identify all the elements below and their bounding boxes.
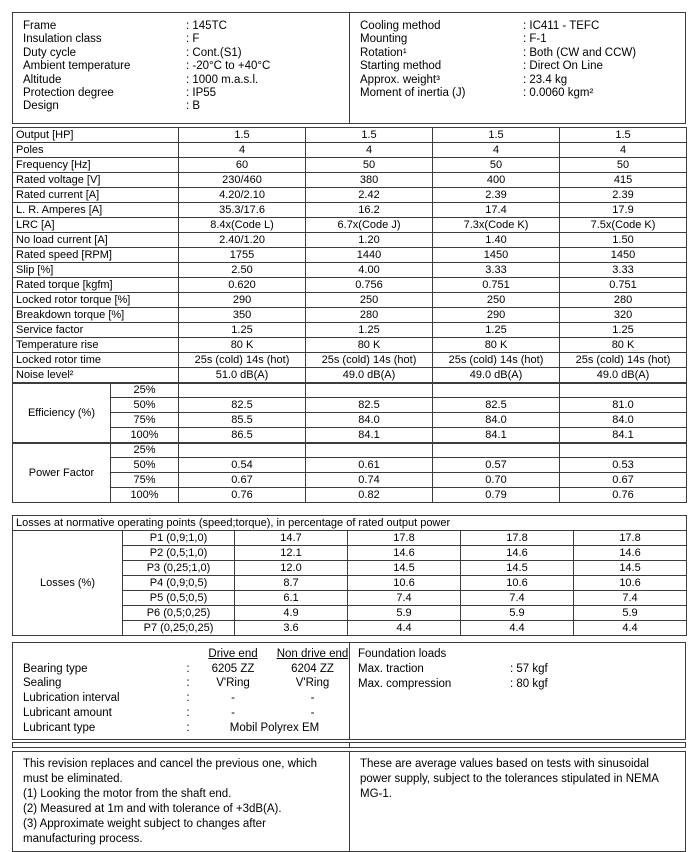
foundation-title: Foundation loads	[358, 648, 447, 660]
value-cell: 82.5	[179, 398, 306, 413]
value-cell: 50	[433, 158, 560, 173]
loss-point-cell: P4 (0,9;0,5)	[123, 576, 235, 591]
efficiency-label: Efficiency (%)	[13, 383, 111, 443]
row-label: L. R. Amperes [A]	[13, 203, 179, 218]
value-cell: 4.4	[461, 621, 574, 636]
notes-left	[13, 752, 349, 851]
spec-label: Approx. weight³	[360, 73, 440, 86]
row-label: No load current [A]	[13, 233, 179, 248]
losses-table	[12, 515, 687, 636]
notes-box	[12, 751, 686, 852]
efficiency-row	[13, 413, 687, 428]
value-cell: 1.40	[433, 233, 560, 248]
value-cell: 250	[306, 293, 433, 308]
spec-row	[23, 60, 345, 73]
spec-label: Rotation¹	[360, 46, 407, 59]
value-cell: 0.61	[306, 458, 433, 473]
load-cell: 50%	[111, 398, 179, 413]
bearing-value: -	[310, 692, 315, 705]
spec-value: : -20°C to +40°C	[186, 60, 271, 73]
load-cell: 25%	[111, 443, 179, 458]
value-cell: 49.0 dB(A)	[433, 368, 560, 383]
bearing-table	[23, 647, 354, 736]
bearing-row	[23, 706, 354, 721]
separator-strip	[12, 742, 686, 748]
value-cell: 49.0 dB(A)	[560, 368, 687, 383]
value-cell: 1.25	[306, 323, 433, 338]
value-cell: 16.2	[306, 203, 433, 218]
row-label: Rated speed [RPM]	[13, 248, 179, 263]
spec-label: Ambient temperature	[23, 60, 131, 73]
value-cell: 1.25	[560, 323, 687, 338]
value-cell: 25s (cold) 14s (hot)	[433, 353, 560, 368]
bearing-row	[23, 691, 354, 706]
spec-value: : 23.4 kg	[523, 73, 568, 86]
value-cell: 84.0	[560, 413, 687, 428]
value-cell: 1.5	[560, 128, 687, 143]
loss-point-cell: P1 (0,9;1,0)	[123, 531, 235, 546]
value-cell: 0.82	[306, 488, 433, 503]
value-cell: 17.4	[433, 203, 560, 218]
value-cell: 80 K	[560, 338, 687, 353]
bearing-row-label: Lubrication interval	[23, 692, 120, 705]
bearing-row	[23, 721, 354, 736]
value-cell: 14.6	[348, 546, 461, 561]
value-cell: 0.57	[433, 458, 560, 473]
spec-value: : Direct On Line	[523, 60, 603, 73]
value-cell: 17.8	[574, 531, 687, 546]
value-cell	[179, 443, 306, 458]
value-cell: 0.751	[433, 278, 560, 293]
value-cell: 4	[179, 143, 306, 158]
value-cell: 4.9	[235, 606, 348, 621]
value-cell: 0.756	[306, 278, 433, 293]
ratings-row	[13, 338, 687, 353]
value-cell: 84.0	[306, 413, 433, 428]
value-cell: 1.25	[179, 323, 306, 338]
bearing-foundation-box	[12, 642, 686, 740]
value-cell: 1755	[179, 248, 306, 263]
value-cell: 4.00	[306, 263, 433, 278]
value-cell: 4.20/2.10	[179, 188, 306, 203]
value-cell: 400	[433, 173, 560, 188]
datasheet-page	[12, 12, 686, 852]
ratings-row	[13, 203, 687, 218]
spec-label: Frame	[23, 20, 57, 32]
value-cell: 49.0 dB(A)	[306, 368, 433, 383]
value-cell: 0.74	[306, 473, 433, 488]
losses-label: Losses (%)	[13, 531, 123, 636]
spec-label: Moment of inertia (J)	[360, 87, 466, 100]
spec-row	[360, 74, 681, 87]
load-cell: 100%	[111, 488, 179, 503]
separator-left	[13, 743, 349, 747]
value-cell: 81.0	[560, 398, 687, 413]
foundation-label: Max. traction	[358, 663, 424, 675]
ratings-row	[13, 278, 687, 293]
value-cell: 80 K	[306, 338, 433, 353]
value-cell: 1.25	[433, 323, 560, 338]
spec-row	[23, 47, 345, 60]
value-cell: 1.5	[306, 128, 433, 143]
ratings-row	[13, 143, 687, 158]
value-cell: 7.4	[574, 591, 687, 606]
value-cell: 35.3/17.6	[179, 203, 306, 218]
value-cell: 0.79	[433, 488, 560, 503]
value-cell: 350	[179, 308, 306, 323]
spec-row	[23, 100, 345, 113]
value-cell: 0.76	[560, 488, 687, 503]
ratings-table	[12, 127, 687, 503]
load-cell: 25%	[111, 383, 179, 398]
spec-label: Cooling method	[360, 20, 441, 32]
value-cell: 380	[306, 173, 433, 188]
power-factor-row	[13, 473, 687, 488]
bearing-value: -	[310, 707, 315, 720]
value-cell: 84.0	[433, 413, 560, 428]
bearing-row	[23, 662, 354, 677]
spec-value: : 1000 m.a.s.l.	[186, 73, 259, 86]
value-cell: 0.54	[179, 458, 306, 473]
value-cell: 5.9	[461, 606, 574, 621]
value-cell: 80 K	[179, 338, 306, 353]
foundation-section	[349, 643, 685, 739]
value-cell: 1.5	[179, 128, 306, 143]
foundation-row	[358, 662, 681, 677]
loss-point-cell: P6 (0,5;0,25)	[123, 606, 235, 621]
value-cell: 14.7	[235, 531, 348, 546]
spec-value: : F	[186, 33, 200, 46]
value-cell: 84.1	[433, 428, 560, 443]
bearing-value: V'Ring	[216, 677, 250, 690]
value-cell: 0.620	[179, 278, 306, 293]
value-cell: 4	[560, 143, 687, 158]
value-cell: 1.20	[306, 233, 433, 248]
spec-row	[23, 74, 345, 87]
value-cell: 12.0	[235, 561, 348, 576]
spec-row	[360, 87, 681, 100]
value-cell: 4.4	[348, 621, 461, 636]
bearing-row-label: Lubricant amount	[23, 707, 112, 720]
spec-label: Design	[23, 100, 59, 113]
bearing-row	[23, 677, 354, 692]
colon-cell: :	[186, 677, 190, 690]
row-label: Output [HP]	[13, 128, 179, 143]
value-cell: 280	[560, 293, 687, 308]
value-cell: 7.3x(Code K)	[433, 218, 560, 233]
foundation-label: Max. compression	[358, 678, 452, 690]
bearing-value: -	[231, 707, 235, 720]
value-cell: 82.5	[433, 398, 560, 413]
efficiency-row	[13, 428, 687, 443]
value-cell: 10.6	[574, 576, 687, 591]
value-cell: 0.751	[560, 278, 687, 293]
spec-label: Protection degree	[23, 87, 114, 100]
ratings-row	[13, 248, 687, 263]
spec-value: : IP55	[186, 87, 217, 100]
spec-label: Insulation class	[23, 33, 102, 46]
load-cell: 75%	[111, 473, 179, 488]
separator-right	[349, 743, 685, 747]
ratings-row	[13, 233, 687, 248]
power-factor-label: Power Factor	[13, 443, 111, 503]
value-cell: 14.5	[574, 561, 687, 576]
colon-cell: :	[186, 721, 190, 734]
value-cell: 0.53	[560, 458, 687, 473]
row-label: Noise level²	[13, 368, 179, 383]
spec-label: Altitude	[23, 73, 62, 86]
value-cell	[179, 383, 306, 398]
bearing-value: 6205 ZZ	[211, 662, 255, 675]
value-cell: 82.5	[306, 398, 433, 413]
value-cell: 51.0 dB(A)	[179, 368, 306, 383]
spec-label: Mounting	[360, 33, 408, 46]
bearing-header-row	[23, 647, 354, 662]
value-cell: 17.8	[461, 531, 574, 546]
notes-right	[349, 752, 685, 851]
colon-cell: :	[186, 662, 190, 675]
value-cell: 10.6	[461, 576, 574, 591]
losses-title-row	[13, 516, 687, 531]
row-label: Service factor	[13, 323, 179, 338]
value-cell: 1440	[306, 248, 433, 263]
value-cell: 12.1	[235, 546, 348, 561]
foundation-value: : 57 kgf	[510, 663, 548, 675]
row-label: Breakdown torque [%]	[13, 308, 179, 323]
loss-point-cell: P2 (0,5;1,0)	[123, 546, 235, 561]
row-label: Rated voltage [V]	[13, 173, 179, 188]
value-cell: 1450	[433, 248, 560, 263]
value-cell: 8.4x(Code L)	[179, 218, 306, 233]
spec-row	[360, 47, 681, 60]
row-label: LRC [A]	[13, 218, 179, 233]
value-cell: 80 K	[433, 338, 560, 353]
foundation-row	[358, 677, 681, 692]
spec-row	[23, 33, 345, 46]
value-cell: 230/460	[179, 173, 306, 188]
value-cell: 4.4	[574, 621, 687, 636]
value-cell: 84.1	[560, 428, 687, 443]
value-cell: 2.50	[179, 263, 306, 278]
row-label: Frequency [Hz]	[13, 158, 179, 173]
value-cell: 17.9	[560, 203, 687, 218]
value-cell: 5.9	[348, 606, 461, 621]
row-label: Poles	[13, 143, 179, 158]
spec-row	[23, 20, 345, 33]
value-cell: 4	[306, 143, 433, 158]
value-cell: 25s (cold) 14s (hot)	[560, 353, 687, 368]
efficiency-row	[13, 383, 687, 398]
ratings-row	[13, 128, 687, 143]
spec-value: : IC411 - TEFC	[523, 20, 600, 32]
efficiency-row	[13, 398, 687, 413]
spec-value: : 145TC	[186, 20, 227, 32]
value-cell	[560, 383, 687, 398]
value-cell: 5.9	[574, 606, 687, 621]
bearing-row-label: Lubricant type	[23, 721, 96, 734]
bearing-col-header: Drive end	[208, 647, 258, 660]
bearing-row-label: Bearing type	[23, 662, 88, 675]
foundation-rows	[358, 662, 681, 692]
value-cell: 320	[560, 308, 687, 323]
ratings-row	[13, 308, 687, 323]
value-cell: 4	[433, 143, 560, 158]
value-cell: 3.6	[235, 621, 348, 636]
value-cell: 290	[179, 293, 306, 308]
note-line: (1) Looking the motor from the shaft end.	[23, 788, 232, 800]
value-cell: 7.5x(Code K)	[560, 218, 687, 233]
power-factor-row	[13, 488, 687, 503]
note-line: This revision replaces and cancel the previous one, which must be eliminated.	[23, 758, 318, 785]
ratings-row	[13, 218, 687, 233]
value-cell: 250	[433, 293, 560, 308]
bearing-section	[13, 643, 349, 739]
value-cell: 0.67	[179, 473, 306, 488]
note-line: These are average values based on tests with sinusoidal power supply, subject to the tolerances stipulated in NEMA MG-1.	[360, 758, 659, 800]
spec-value: : F-1	[523, 33, 547, 46]
loss-point-cell: P7 (0,25;0,25)	[123, 621, 235, 636]
row-label: Locked rotor torque [%]	[13, 293, 179, 308]
row-label: Locked rotor time	[13, 353, 179, 368]
value-cell: 2.39	[560, 188, 687, 203]
bearing-header-spacer	[181, 647, 195, 662]
value-cell: 1450	[560, 248, 687, 263]
value-cell: 290	[433, 308, 560, 323]
value-cell: 415	[560, 173, 687, 188]
value-cell: 2.42	[306, 188, 433, 203]
value-cell: 86.5	[179, 428, 306, 443]
value-cell: 25s (cold) 14s (hot)	[179, 353, 306, 368]
value-cell: 14.6	[461, 546, 574, 561]
colon-cell: :	[186, 707, 190, 720]
note-line: (2) Measured at 1m and with tolerance of +3dB(A).	[23, 803, 282, 815]
value-cell	[306, 443, 433, 458]
ratings-row	[13, 323, 687, 338]
value-cell: 14.5	[348, 561, 461, 576]
ratings-row	[13, 368, 687, 383]
row-label: Rated torque [kgfm]	[13, 278, 179, 293]
value-cell: 84.1	[306, 428, 433, 443]
bearing-value: -	[231, 692, 235, 705]
spec-row	[23, 87, 345, 100]
value-cell: 7.4	[348, 591, 461, 606]
value-cell: 2.39	[433, 188, 560, 203]
value-cell: 3.33	[560, 263, 687, 278]
value-cell: 0.76	[179, 488, 306, 503]
value-cell: 2.40/1.20	[179, 233, 306, 248]
value-cell: 50	[560, 158, 687, 173]
value-cell: 3.33	[433, 263, 560, 278]
value-cell: 17.8	[348, 531, 461, 546]
value-cell	[433, 443, 560, 458]
foundation-value: : 80 kgf	[510, 678, 548, 690]
value-cell: 85.5	[179, 413, 306, 428]
power-factor-row	[13, 443, 687, 458]
value-cell: 60	[179, 158, 306, 173]
load-cell: 50%	[111, 458, 179, 473]
spec-value: : Cont.(S1)	[186, 46, 242, 59]
losses-row	[13, 531, 687, 546]
ratings-row	[13, 173, 687, 188]
spec-value: : 0.0060 kgm²	[523, 87, 594, 100]
losses-title: Losses at normative operating points (speed;torque), in percentage of rated output power	[13, 516, 687, 531]
value-cell: 6.7x(Code J)	[306, 218, 433, 233]
ratings-row	[13, 263, 687, 278]
value-cell: 50	[306, 158, 433, 173]
spec-label: Starting method	[360, 60, 442, 73]
bearing-value: 6204 ZZ	[291, 662, 334, 675]
general-spec-right	[349, 13, 685, 123]
value-cell: 7.4	[461, 591, 574, 606]
value-cell: 0.70	[433, 473, 560, 488]
value-cell: 0.67	[560, 473, 687, 488]
value-cell	[306, 383, 433, 398]
load-cell: 75%	[111, 413, 179, 428]
row-label: Rated current [A]	[13, 188, 179, 203]
value-cell: 280	[306, 308, 433, 323]
value-cell	[433, 383, 560, 398]
loss-point-cell: P5 (0,5;0,5)	[123, 591, 235, 606]
ratings-row	[13, 293, 687, 308]
spec-row	[360, 33, 681, 46]
load-cell: 100%	[111, 428, 179, 443]
row-label: Temperature rise	[13, 338, 179, 353]
spec-label: Duty cycle	[23, 46, 77, 59]
value-cell: 8.7	[235, 576, 348, 591]
value-cell: 1.50	[560, 233, 687, 248]
ratings-row	[13, 353, 687, 368]
value-cell: 6.1	[235, 591, 348, 606]
general-spec-box	[12, 12, 686, 124]
row-label: Slip [%]	[13, 263, 179, 278]
value-cell: 14.5	[461, 561, 574, 576]
spec-value: : B	[186, 100, 201, 113]
bearing-span-value: Mobil Polyrex EM	[229, 721, 320, 734]
ratings-row	[13, 188, 687, 203]
bearing-row-label: Sealing	[23, 677, 62, 690]
note-line: (3) Approximate weight subject to changes after manufacturing process.	[23, 818, 266, 845]
ratings-row	[13, 158, 687, 173]
spec-row	[360, 20, 681, 33]
value-cell: 1.5	[433, 128, 560, 143]
spec-row	[360, 60, 681, 73]
general-spec-left	[13, 13, 349, 123]
bearing-header-spacer	[23, 647, 181, 662]
value-cell	[560, 443, 687, 458]
spec-value: : Both (CW and CCW)	[523, 46, 637, 59]
value-cell: 25s (cold) 14s (hot)	[306, 353, 433, 368]
loss-point-cell: P3 (0,25;1,0)	[123, 561, 235, 576]
colon-cell: :	[186, 692, 190, 705]
value-cell: 14.6	[574, 546, 687, 561]
bearing-col-header: Non drive end	[276, 647, 349, 660]
value-cell: 10.6	[348, 576, 461, 591]
bearing-value: V'Ring	[295, 677, 330, 690]
power-factor-row	[13, 458, 687, 473]
